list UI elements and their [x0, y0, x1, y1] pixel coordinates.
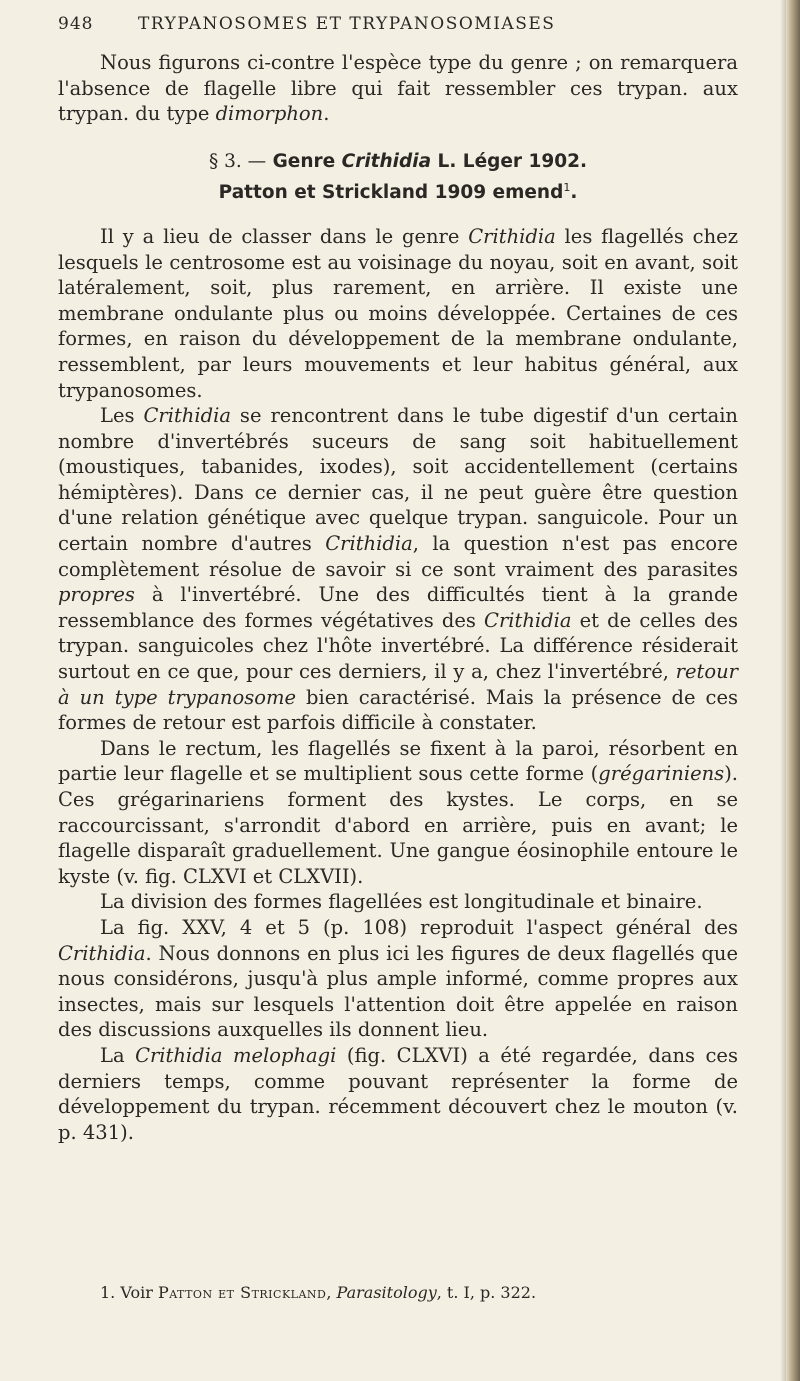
- paragraph-classification: Il y a lieu de classer dans le genre Crithidia les flagellés chez lesquels le centrosome est au voisinage du noyau, soit en avant, soit latéralement, soit, plus rarement, en arrière. Il existe une membrane ondulante plus ou moins développée. Certaines de ces formes, en raison du développement de la membrane ondulante, ressemblent, par leurs mouvements et leur habitus général, aux trypanosomes.: [58, 224, 738, 402]
- body-text: [58, 50, 738, 1145]
- footnote-ref: 1: [563, 180, 571, 194]
- paragraph-figures: La fig. XXV, 4 et 5 (p. 108) reproduit l'aspect général des Crithidia. Nous donnons en plus ici les figures de deux flagellés que nous considérons, jusqu'à plus ample informé, comme propres aux insectes, mais sur lesquels l'attention doit être appelée en raison des discussions auxquelles ils donnent lieu.: [58, 915, 738, 1042]
- section-number: § 3. —: [208, 150, 267, 172]
- section-genre-label: Genre: [272, 150, 336, 172]
- paragraph-melophagi: La Crithidia melophagi (fig. CLXVI) a été regardée, dans ces derniers temps, comme pouvant représenter la forme de développement du trypan. récemment découvert chez le mouton (v. p. 431).: [58, 1043, 738, 1144]
- page-edge-shadow: [786, 0, 800, 1381]
- genus-name: Crithidia: [341, 150, 432, 172]
- footnote-number: 1.: [100, 1283, 116, 1302]
- running-title: TRYPANOSOMES ET TRYPANOSOMIASES: [138, 14, 556, 34]
- footnote: 1. Voir Patton et Strickland, Parasitology, t. I, p. 322.: [100, 1283, 537, 1302]
- paragraph-division: La division des formes flagellées est longitudinale et binaire.: [100, 890, 703, 914]
- genus-authority: L. Léger 1902.: [437, 150, 588, 172]
- footnote-authors: Patton et Strickland: [157, 1283, 327, 1302]
- intro-paragraph: Nous figurons ci-contre l'espèce type du genre ; on remarquera l'absence de flagelle libre qui fait ressembler ces trypan. aux trypan. du type dimorphon.: [58, 51, 738, 126]
- paragraph-hosts: Les Crithidia se rencontrent dans le tube digestif d'un certain nombre d'invertébrés suceurs de sang soit habituellement (moustiques, tabanides, ixodes), soit accidentellement (certains hémiptères). Dans ce dernier cas, il ne peut guère être question d'une relation génétique avec quelque trypan. sanguicole. Pour un certain nombre d'autres Crithidia, la question n'est pas encore complètement résolue de savoir si ce sont vraiment des parasites propres à l'invertébré. Une des difficultés tient à la grande ressemblance des formes végétatives des Crithidia et de celles des trypan. sanguicoles chez l'hôte invertébré. La différence résiderait surtout en ce que, pour ces derniers, il y a, chez l'invertébré, retour à un type trypanosome bien caractérisé. Mais la présence de ces formes de retour est parfois difficile à constater.: [58, 404, 738, 735]
- footnote-journal: Parasitology: [336, 1283, 437, 1302]
- paragraph-rectum: Dans le rectum, les flagellés se fixent à la paroi, résorbent en partie leur flagelle et se multiplient sous cette forme (grégariniens). Ces grégarinariens forment des kystes. Le corps, en se raccourcissant, s'arrondit d'abord en arrière, puis en avant; le flagelle disparaît graduellement. Une gangue éosinophile entoure le kyste (v. fig. CLXVI et CLXVII).: [58, 736, 738, 888]
- genus-emend: Patton et Strickland 1909 emend: [218, 181, 564, 203]
- section-heading: § 3. — Genre Crithidia L. Léger 1902. Patton et Strickland 1909 emend$^1$.: [208, 150, 588, 203]
- page-edge-gradient: [780, 0, 786, 1381]
- running-head: [58, 14, 718, 40]
- page-number: 948: [58, 14, 94, 34]
